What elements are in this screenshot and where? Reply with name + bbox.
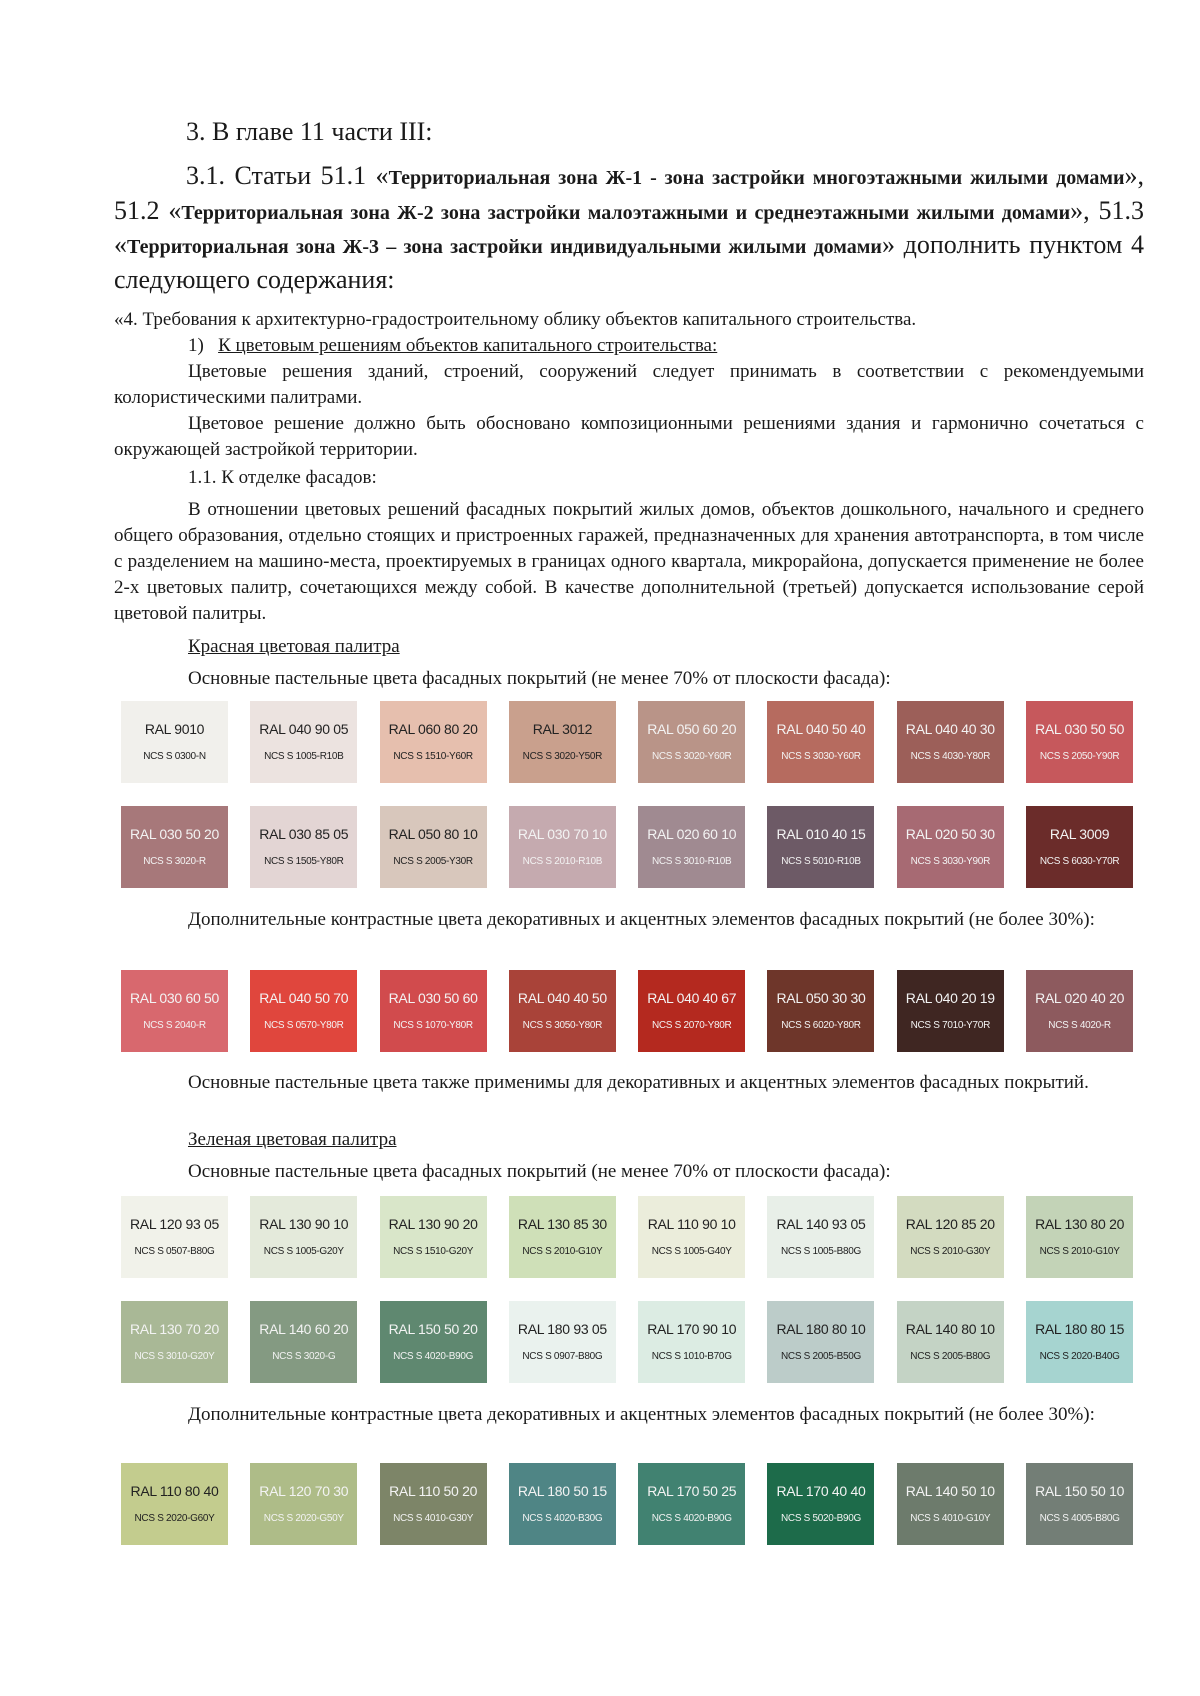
ncs-code: NCS S 4010-G30Y [393,1513,474,1524]
ral-code: RAL 140 80 10 [905,1321,995,1337]
ncs-code: NCS S 0507-B80G [134,1246,215,1257]
color-swatch [121,1196,228,1278]
ncs-code: NCS S 2020-B40G [1039,1351,1120,1362]
ncs-code: NCS S 2020-G50Y [263,1513,344,1524]
ncs-code: NCS S 3050-Y80R [522,1020,603,1031]
ncs-code: NCS S 7010-Y70R [910,1020,990,1031]
color-swatch [897,806,1004,888]
ncs-code: NCS S 4010-G10Y [910,1513,991,1524]
ncs-code: NCS S 3020-Y50R [522,751,603,762]
color-swatch [380,806,487,888]
color-swatch [897,701,1004,783]
ral-code: RAL 130 90 10 [259,1216,349,1232]
ral-code: RAL 030 50 50 [1035,721,1125,737]
ncs-code: NCS S 1010-B70G [651,1351,732,1362]
color-swatch [121,1301,228,1383]
color-swatch [250,1463,357,1545]
ral-code: RAL 180 93 05 [517,1321,607,1337]
color-swatch [767,970,874,1052]
item-4-1: 1) К цветовым решениям объектов капитального строительства: [188,335,718,356]
ral-code: RAL 130 90 20 [388,1216,478,1232]
color-swatch [767,1196,874,1278]
ncs-code: NCS S 2010-G10Y [522,1246,603,1257]
green-palette-title: Зеленая цветовая палитра [188,1129,397,1150]
ral-code: RAL 120 70 30 [259,1483,349,1499]
red-main-caption: Основные пастельные цвета фасадных покрытий (не менее 70% от плоскости фасада): [188,668,891,689]
color-swatch [121,806,228,888]
green-main-row-1 [121,1196,1133,1278]
ncs-code: NCS S 1005-B80G [780,1246,861,1257]
ncs-code: NCS S 1505-Y80R [264,856,344,867]
color-swatch [380,970,487,1052]
ncs-code: NCS S 4020-R [1048,1020,1111,1031]
ral-code: RAL 180 80 15 [1035,1321,1125,1337]
ncs-code: NCS S 2010-G10Y [1039,1246,1120,1257]
ral-code: RAL 040 20 19 [905,990,995,1006]
ncs-code: NCS S 3020-R [143,856,206,867]
ncs-code: NCS S 6020-Y80R [781,1020,861,1031]
ral-code: RAL 030 50 60 [388,990,478,1006]
ral-code: RAL 140 93 05 [776,1216,866,1232]
color-swatch [121,970,228,1052]
ral-code: RAL 010 40 15 [776,826,866,842]
color-swatch [1026,701,1133,783]
green-main-caption: Основные пастельные цвета фасадных покрытий (не менее 70% от плоскости фасада): [188,1161,891,1182]
ral-code: RAL 110 80 40 [130,1483,219,1499]
color-swatch [638,1301,745,1383]
ral-code: RAL 020 50 30 [905,826,995,842]
color-swatch [638,1463,745,1545]
ral-code: RAL 040 50 40 [776,721,866,737]
ral-code: RAL 050 80 10 [388,826,478,842]
color-swatch [897,1196,1004,1278]
ncs-code: NCS S 4005-B80G [1039,1513,1120,1524]
color-swatch [1026,970,1133,1052]
green-add-caption: Дополнительные контрастные цвета декоративных и акцентных элементов фасадных покрытий (не более 30%): [188,1404,1095,1425]
ncs-code: NCS S 3020-Y60R [651,751,732,762]
color-swatch [897,970,1004,1052]
ral-code: RAL 040 90 05 [259,721,349,737]
ral-code: RAL 130 80 20 [1035,1216,1125,1232]
ncs-code: NCS S 2005-B50G [780,1351,861,1362]
ncs-code: NCS S 2020-G60Y [134,1513,215,1524]
ncs-code: NCS S 1070-Y80R [393,1020,473,1031]
ncs-code: NCS S 3030-Y60R [781,751,861,762]
ncs-code: NCS S 3010-G20Y [134,1351,215,1362]
ral-code: RAL 140 50 10 [905,1483,995,1499]
color-swatch [767,1463,874,1545]
color-swatch [638,701,745,783]
ral-code: RAL 040 40 50 [517,990,607,1006]
ncs-code: NCS S 2005-B80G [910,1351,991,1362]
ral-code: RAL 150 50 10 [1035,1483,1125,1499]
paragraph-composition: Цветовое решение должно быть обосновано композиционными решениями здания и гармонично сочетаться с окружающей застройкой территории. [114,413,1144,460]
ncs-code: NCS S 5020-B90G [780,1513,861,1524]
ral-code: RAL 020 40 20 [1035,990,1125,1006]
ral-code: RAL 030 70 10 [517,826,607,842]
ral-code: RAL 110 50 20 [389,1483,478,1499]
color-swatch [509,970,616,1052]
color-swatch [509,1196,616,1278]
color-swatch [638,1196,745,1278]
paragraph-palettes: Цветовые решения зданий, строений, сооружений следует принимать в соответствии с рекомендуемыми колористическими палитрами. [114,361,1144,408]
ncs-code: NCS S 2070-Y80R [651,1020,732,1031]
ral-code: RAL 040 40 30 [905,721,995,737]
ral-code: RAL 130 85 30 [517,1216,607,1232]
ncs-code: NCS S 1510-G20Y [393,1246,474,1257]
item-4: «4. Требования к архитектурно-градостроительному облику объектов капитального строительства. [114,309,917,330]
ral-code: RAL 170 50 25 [647,1483,737,1499]
color-swatch [897,1463,1004,1545]
section-heading: 3. В главе 11 части III: [186,117,433,146]
red-main-row-2 [121,806,1133,888]
ral-code: RAL 170 90 10 [647,1321,737,1337]
color-swatch [250,1301,357,1383]
color-swatch [250,701,357,783]
red-accent-row [121,970,1133,1052]
ncs-code: NCS S 2040-R [143,1020,206,1031]
item-4-1-title: К цветовым решениям объектов капитального строительства: [218,335,718,356]
zone-zh3-title: Территориальная зона Ж-3 – зона застройки индивидуальными жилыми домами [127,236,882,258]
zone-zh1-title: Территориальная зона Ж-1 - зона застройки многоэтажными жилыми домами [388,167,1125,189]
ncs-code: NCS S 3030-Y90R [910,856,990,867]
zone-zh2-title: Территориальная зона Ж-2 зона застройки малоэтажными и среднеэтажными жилыми домами [181,201,1071,224]
paragraph-facade-rules: В отношении цветовых решений фасадных покрытий жилых домов, объектов дошкольного, начального и среднего общего образования, отдельно стоящих и пристроенных гаражей, предназначенных для хранения автотранспорта, в том числе с разделением на машино-места, проектируемых в границах одного квартала, микрорайона, допускается применение не более 2-х цветовых палитр, сочетающихся между собой. В качестве дополнительной (третьей) допускается использование серой цветовой палитры. [114,499,1144,624]
ncs-code: NCS S 0570-Y80R [264,1020,344,1031]
ral-code: RAL 180 80 10 [776,1321,866,1337]
ral-code: RAL 9010 [144,721,205,737]
ral-code: RAL 150 50 20 [388,1321,478,1337]
ral-code: RAL 020 60 10 [647,826,737,842]
color-swatch [509,806,616,888]
ncs-code: NCS S 2005-Y30R [393,856,473,867]
ral-code: RAL 3012 [532,721,593,737]
color-swatch [638,806,745,888]
color-swatch [380,1196,487,1278]
color-swatch [250,1196,357,1278]
ncs-code: NCS S 1005-G40Y [651,1246,732,1257]
ral-code: RAL 030 60 50 [130,990,219,1006]
ral-code: RAL 170 40 40 [776,1483,866,1499]
ncs-code: NCS S 1005-G20Y [263,1246,344,1257]
color-swatch [380,1463,487,1545]
ral-code: RAL 040 40 67 [647,990,737,1006]
ncs-code: NCS S 0907-B80G [522,1351,603,1362]
ral-code: RAL 050 60 20 [647,721,737,737]
ral-code: RAL 060 80 20 [388,721,478,737]
color-swatch [121,701,228,783]
color-swatch [1026,1196,1133,1278]
ncs-code: NCS S 5010-R10B [781,856,861,867]
color-swatch [1026,1463,1133,1545]
ncs-code: NCS S 1510-Y60R [393,751,473,762]
ral-code: RAL 030 85 05 [259,826,349,842]
color-swatch [1026,1301,1133,1383]
ncs-code: NCS S 0300-N [143,751,206,762]
color-swatch [509,1301,616,1383]
ncs-code: NCS S 2050-Y90R [1039,751,1120,762]
color-swatch [1026,806,1133,888]
ral-code: RAL 110 90 10 [647,1216,736,1232]
green-accent-row [121,1463,1133,1545]
ral-code: RAL 050 30 30 [776,990,866,1006]
ral-code: RAL 180 50 15 [517,1483,607,1499]
ncs-code: NCS S 2010-R10B [522,856,603,867]
ral-code: RAL 120 93 05 [130,1216,219,1232]
color-swatch [121,1463,228,1545]
ncs-code: NCS S 3010-R10B [651,856,732,867]
ncs-code: NCS S 1005-R10B [264,751,344,762]
ral-code: RAL 040 50 70 [259,990,349,1006]
ncs-code: NCS S 6030-Y70R [1039,856,1120,867]
color-swatch [380,1301,487,1383]
green-main-row-2 [121,1301,1133,1383]
ral-code: RAL 120 85 20 [905,1216,995,1232]
ncs-code: NCS S 4020-B30G [522,1513,603,1524]
ral-code: RAL 140 60 20 [259,1321,349,1337]
color-swatch [767,1301,874,1383]
red-add-caption: Дополнительные контрастные цвета декоративных и акцентных элементов фасадных покрытий (не более 30%): [188,909,1095,930]
ncs-code: NCS S 3020-G [272,1351,336,1362]
red-main-row-1 [121,701,1133,783]
color-swatch [509,701,616,783]
color-swatch [250,806,357,888]
ncs-code: NCS S 4020-B90G [393,1351,474,1362]
color-swatch [509,1463,616,1545]
ncs-code: NCS S 4030-Y80R [910,751,990,762]
sub-1-1: 1.1. К отделке фасадов: [188,467,377,488]
ral-code: RAL 030 50 20 [130,826,219,842]
color-swatch [767,806,874,888]
color-swatch [638,970,745,1052]
ncs-code: NCS S 2010-G30Y [910,1246,991,1257]
paragraph-3-1: 3.1. Статьи 51.1 «Территориальная зона Ж-1 - зона застройки многоэтажными жилыми домами», 51.2 «Территориальная зона Ж-2 зона застройки малоэтажными и среднеэтажными жилыми домами», 51.3 «Территориальная зона Ж-3 – зона застройки индивидуальными жилыми домами» дополнить пунктом 4 следующего содержания: [114,161,1145,294]
ncs-code: NCS S 4020-B90G [651,1513,732,1524]
color-swatch [767,701,874,783]
color-swatch [897,1301,1004,1383]
red-palette-title: Красная цветовая палитра [188,636,400,657]
color-swatch [380,701,487,783]
ral-code: RAL 3009 [1049,826,1110,842]
ral-code: RAL 130 70 20 [130,1321,219,1337]
red-note: Основные пастельные цвета также применимы для декоративных и акцентных элементов фасадных покрытий. [188,1072,1089,1093]
color-swatch [250,970,357,1052]
